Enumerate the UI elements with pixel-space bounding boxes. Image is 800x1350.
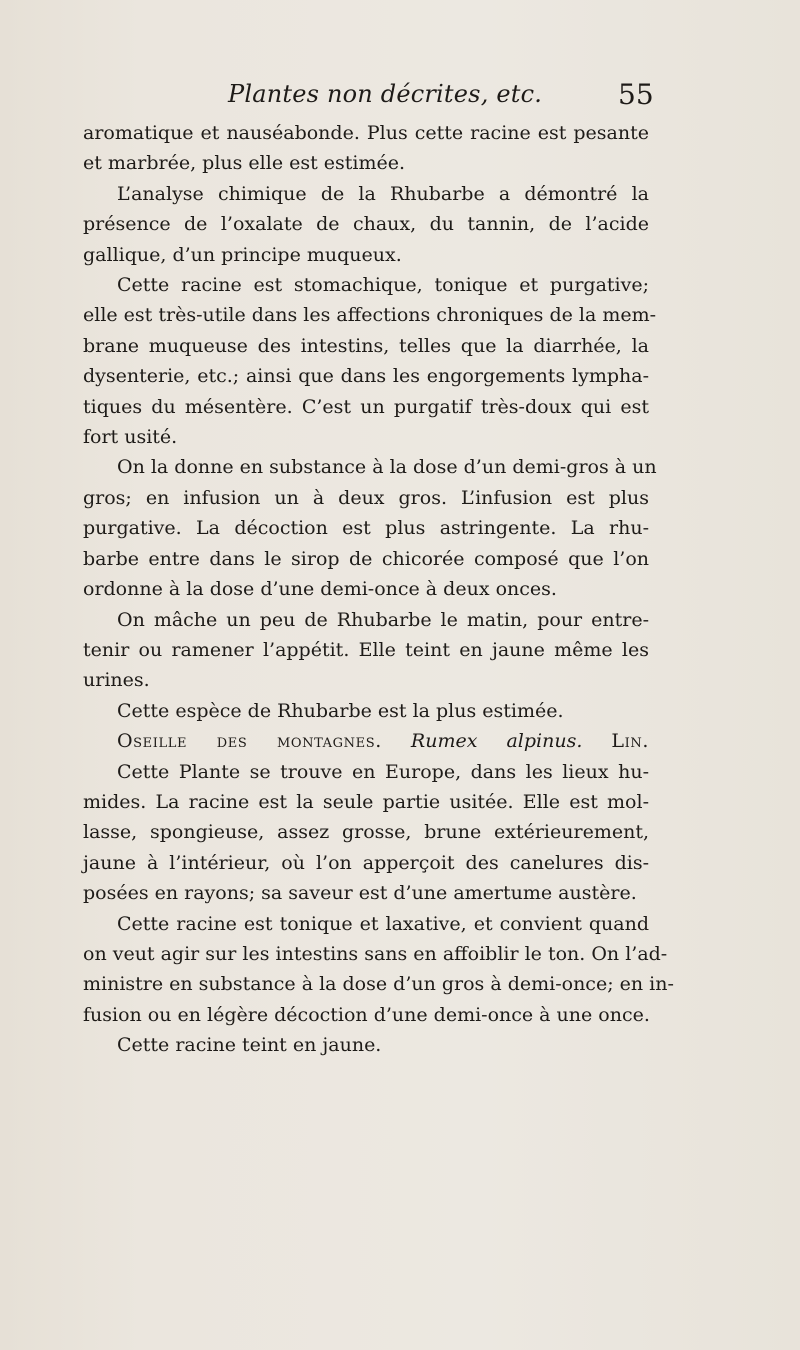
text-line: urines.: [83, 669, 150, 692]
text-line: Cette Plante se trouve en Europe, dans les lieux hu-: [117, 760, 649, 783]
paragraph: [83, 605, 649, 696]
page-header: [0, 74, 800, 114]
text-line: Cette espèce de Rhubarbe est la plus estimée.: [117, 699, 564, 722]
text-line: dysenterie, etc.; ainsi que dans les engorgements lympha-: [83, 365, 649, 388]
latin-name: Rumex alpinus.: [410, 730, 583, 753]
paragraph: [83, 696, 649, 726]
text-line: ordonne à la dose d’une demi-once à deux onces.: [83, 578, 557, 601]
paragraph: [83, 270, 657, 452]
text-line: brane muqueuse des intestins, telles que la diarrhée, la: [83, 334, 649, 357]
text-line: elle est très-utile dans les affections chroniques de la mem-: [83, 304, 657, 327]
paragraph: [83, 118, 649, 179]
text-line: Cette racine teint en jaune.: [117, 1034, 382, 1057]
text-line: [83, 726, 649, 756]
text-line: fusion ou en légère décoction d’une demi-once à une once.: [83, 1003, 650, 1026]
text-line: Cette racine est tonique et laxative, et convient quand: [117, 912, 649, 935]
page-number: 55: [618, 78, 654, 111]
text-line: tiques du mésentère. C’est un purgatif très-doux qui est: [83, 395, 649, 418]
text-line: Cette racine est stomachique, tonique et purgative;: [117, 274, 649, 297]
text-line: jaune à l’intérieur, où l’on apperçoit des canelures dis-: [83, 851, 649, 874]
running-title: Plantes non décrites, etc.: [228, 80, 543, 108]
body-text: [83, 118, 674, 1061]
text-line: on veut agir sur les intestins sans en affoiblir le ton. On l’ad-: [83, 942, 668, 965]
text-line: et marbrée, plus elle est estimée.: [83, 152, 406, 175]
text-line: tenir ou ramener l’appétit. Elle teint en jaune même les: [83, 638, 649, 661]
text-line: purgative. La décoction est plus astringente. La rhu-: [83, 517, 649, 540]
paragraph: [83, 909, 674, 1031]
species-heading: [83, 726, 649, 756]
author-abbrev: Lin.: [611, 730, 649, 753]
paragraph: [83, 452, 657, 604]
text-line: ministre en substance à la dose d’un gros à demi-once; en in-: [83, 973, 674, 996]
species-name: Oseille des montagnes.: [117, 730, 382, 753]
text-line: lasse, spongieuse, assez grosse, brune extérieurement,: [83, 821, 649, 844]
text-line: On mâche un peu de Rhubarbe le matin, pour entre-: [117, 608, 649, 631]
paragraph: [83, 179, 649, 270]
text-line: posées en rayons; sa saveur est d’une amertume austère.: [83, 882, 637, 905]
paragraph: [83, 757, 649, 909]
text-line: L’analyse chimique de la Rhubarbe a démontré la: [117, 182, 649, 205]
text-line: fort usité.: [83, 426, 178, 449]
text-line: gros; en infusion un à deux gros. L’infusion est plus: [83, 486, 649, 509]
text-line: On la donne en substance à la dose d’un demi-gros à un: [117, 456, 657, 479]
paragraph: [83, 1030, 649, 1060]
text-line: aromatique et nauséabonde. Plus cette racine est pesante: [83, 122, 649, 144]
text-line: mides. La racine est la seule partie usitée. Elle est mol-: [83, 790, 649, 813]
text-line: barbe entre dans le sirop de chicorée composé que l’on: [83, 547, 649, 570]
text-line: présence de l’oxalate de chaux, du tannin, de l’acide: [83, 213, 649, 236]
text-line: gallique, d’un principe muqueux.: [83, 243, 402, 266]
